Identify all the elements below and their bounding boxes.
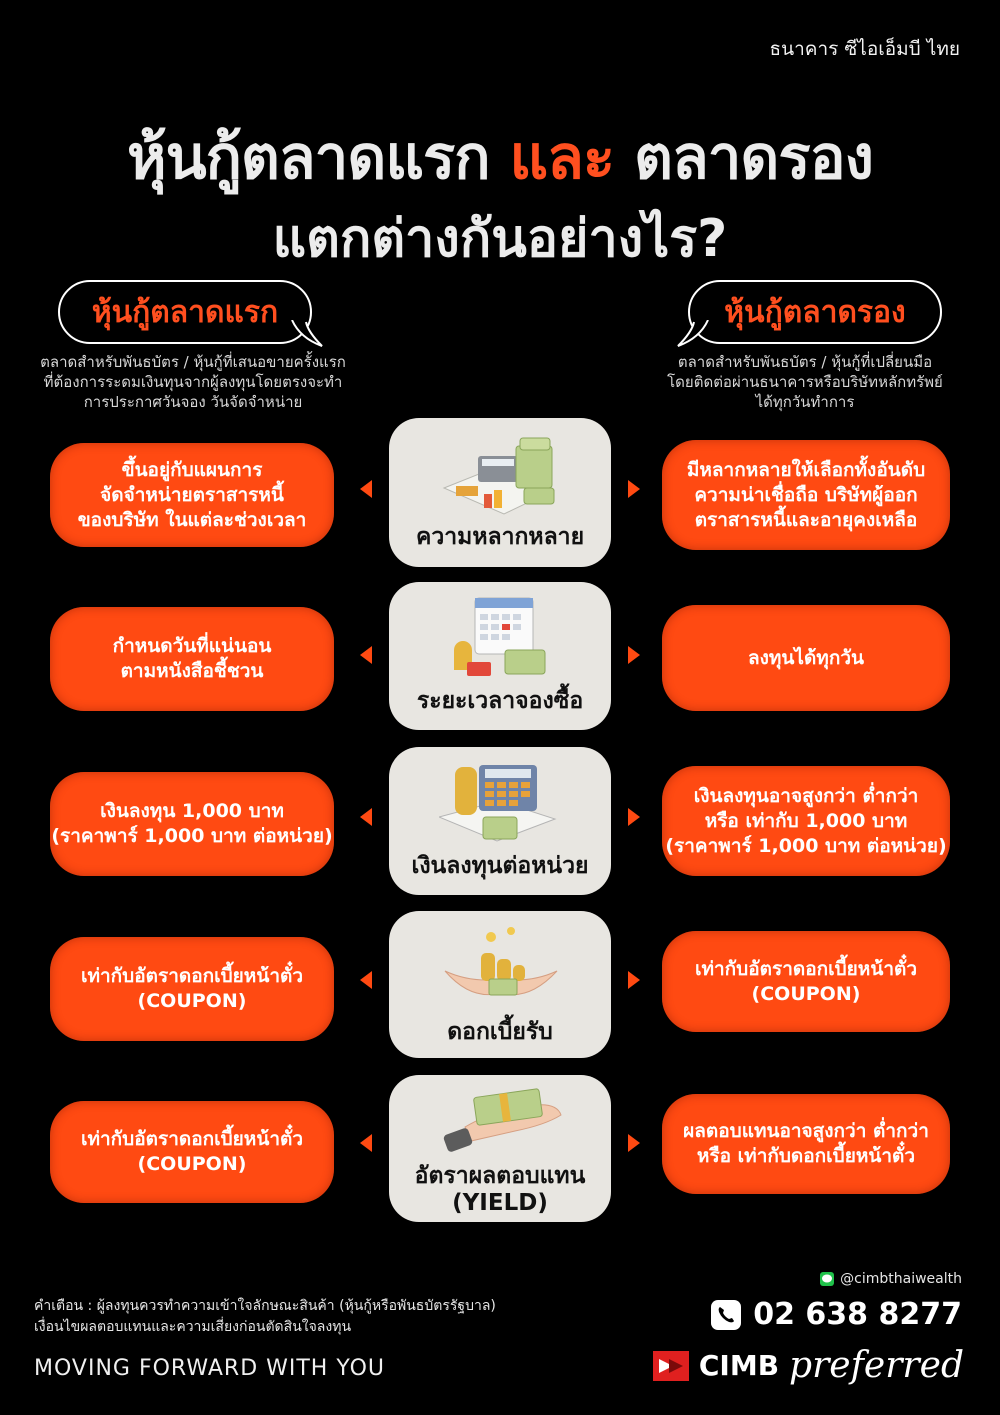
- title-highlight: และ: [509, 123, 615, 193]
- row4-left-arrow: [360, 971, 372, 989]
- disclaimer: คำเตือน : ผู้ลงทุนควรทำความเข้าใจลักษณะสินค้า (หุ้นกู้หรือพันธบัตรรัฐบาล) เงื่อนไขผลตอบแทนและความเสี่ยงก่อนตัดสินใจลงทุน: [34, 1298, 496, 1335]
- line-icon: [820, 1272, 834, 1286]
- row1-primary-text: ขึ้นอยู่กับแผนการ จัดจำหน่ายตราสารหนี้ ของบริษัท ในแต่ละช่วงเวลา: [50, 443, 334, 547]
- row1-left-arrow: [360, 480, 372, 498]
- row3-left-arrow: [360, 808, 372, 826]
- row2-left-arrow: [360, 646, 372, 664]
- brand-script: preferred: [789, 1345, 964, 1386]
- secondary-heading-bubble: [688, 280, 942, 344]
- cimb-preferred-logo: [653, 1345, 964, 1386]
- row1-right-arrow: [628, 480, 640, 498]
- row5-label: อัตราผลตอบแทน (YIELD): [414, 1163, 586, 1216]
- phone-icon: [711, 1300, 741, 1330]
- title-part2: ตลาดรอง: [634, 123, 873, 193]
- phone-number-text: 02 638 8277: [753, 1297, 962, 1332]
- primary-heading-bubble: [58, 280, 312, 344]
- social-handle-text: @cimbthaiwealth: [840, 1271, 962, 1287]
- row3-primary-text: เงินลงทุน 1,000 บาท (ราคาพาร์ 1,000 บาท ต่อหน่วย): [50, 772, 334, 876]
- row5-primary-text: เท่ากับอัตราดอกเบี้ยหน้าตั๋ว (COUPON): [50, 1101, 334, 1203]
- brand-main: CIMB: [698, 1349, 780, 1382]
- row2-primary-text: กำหนดวันที่แน่นอน ตามหนังสือชี้ชวน: [50, 607, 334, 711]
- primary-description: ตลาดสำหรับพันธบัตร / หุ้นกู้ที่เสนอขายครั้งแรก ที่ต้องการระดมเงินทุนจากผู้ลงทุนโดยตรงจะทำ การประกาศวันจอง วันจัดจำหน่าย: [40, 353, 346, 411]
- motto: MOVING FORWARD WITH YOU: [34, 1356, 386, 1381]
- secondary-bubble-tail: [670, 320, 710, 350]
- row3-card: [389, 747, 611, 895]
- title-part1: หุ้นกู้ตลาดแรก: [127, 123, 490, 193]
- row3-right-arrow: [628, 808, 640, 826]
- row4-right-arrow: [628, 971, 640, 989]
- phone-number[interactable]: [711, 1297, 962, 1332]
- secondary-description: ตลาดสำหรับพันธบัตร / หุ้นกู้ที่เปลี่ยนมือ โดยติดต่อผ่านธนาคารหรือบริษัทหลักทรัพย์ ได้ทุกวันทำการ: [667, 353, 943, 411]
- secondary-heading: หุ้นกู้ตลาดรอง: [724, 294, 906, 330]
- cimb-logo-icon: [653, 1351, 689, 1381]
- row5-card: [389, 1075, 611, 1222]
- social-handle[interactable]: [820, 1271, 962, 1287]
- row1-card: [389, 418, 611, 567]
- primary-bubble-tail: [290, 320, 330, 350]
- page-title: [0, 110, 1000, 205]
- bank-name: ธนาคาร ซีไอเอ็มบี ไทย: [769, 38, 960, 60]
- row4-secondary-text: เท่ากับอัตราดอกเบี้ยหน้าตั๋ว (COUPON): [662, 931, 950, 1032]
- row2-label: ระยะเวลาจองซื้อ: [416, 688, 584, 714]
- primary-heading: หุ้นกู้ตลาดแรก: [91, 294, 279, 330]
- page-subtitle: แตกต่างกันอย่างไร?: [272, 209, 728, 269]
- row1-secondary-text: มีหลากหลายให้เลือกทั้งอันดับ ความน่าเชื่อถือ บริษัทผู้ออก ตราสารหนี้และอายุคงเหลือ: [662, 440, 950, 550]
- row2-card: [389, 582, 611, 730]
- row3-label: เงินลงทุนต่อหน่วย: [411, 853, 589, 879]
- calendar-money-icon: [445, 592, 557, 688]
- row2-right-arrow: [628, 646, 640, 664]
- hands-coins-icon: [441, 923, 561, 1013]
- row4-primary-text: เท่ากับอัตราดอกเบี้ยหน้าตั๋ว (COUPON): [50, 937, 334, 1041]
- row5-secondary-text: ผลตอบแทนอาจสูงกว่า ต่ำกว่า หรือ เท่ากับดอกเบี้ยหน้าตั๋ว: [662, 1094, 950, 1194]
- row4-card: [389, 911, 611, 1058]
- row3-secondary-text: เงินลงทุนอาจสูงกว่า ต่ำกว่า หรือ เท่ากับ 1,000 บาท (ราคาพาร์ 1,000 บาท ต่อหน่วย): [662, 766, 950, 876]
- row5-right-arrow: [628, 1134, 640, 1152]
- row2-secondary-text: ลงทุนได้ทุกวัน: [662, 605, 950, 711]
- calculator-coins-icon: [439, 757, 563, 853]
- row5-left-arrow: [360, 1134, 372, 1152]
- money-documents-icon: [434, 428, 566, 524]
- row4-label: ดอกเบี้ยรับ: [447, 1019, 553, 1045]
- hand-money-icon: [435, 1085, 565, 1161]
- row1-label: ความหลากหลาย: [415, 524, 585, 550]
